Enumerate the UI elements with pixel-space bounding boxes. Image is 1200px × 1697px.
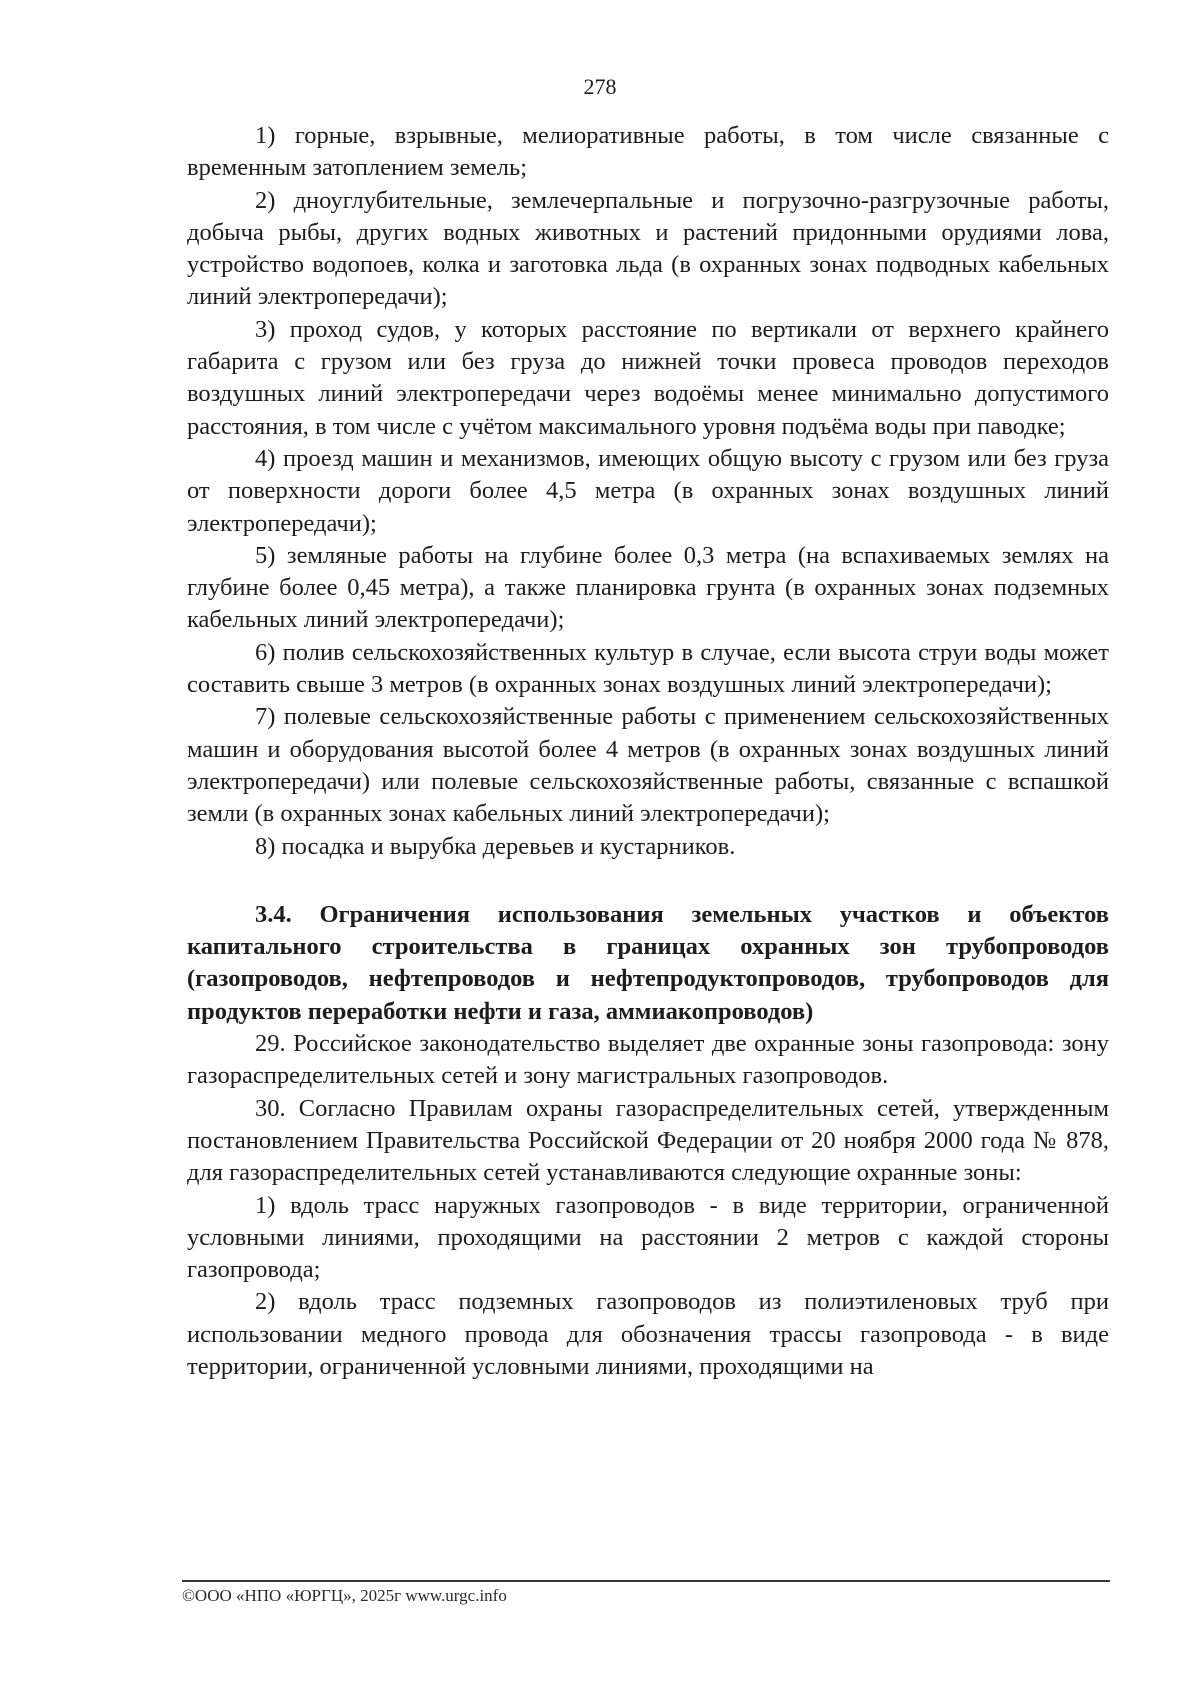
list-item-text: полив сельскохозяйственных культур в случае, если высота струи воды может составить свыше 3 метров (в охранных зонах воздушных линий электропередачи); (187, 638, 1109, 699)
section-heading: 3.4. Ограничения использования земельных участков и объектов капитального строительства в границах охранных зон трубопроводов (газопроводов, нефтепроводов и нефтепродуктопроводов, трубопроводов для продуктов переработки нефти и газа, аммиакопроводов) (187, 900, 1109, 1025)
list-item-number: 8) (255, 832, 276, 860)
list-item (187, 637, 1109, 702)
list-item-number: 1) (255, 122, 276, 149)
list-item-text: вдоль трасс наружных газопроводов - в виде территории, ограниченной условными линиями, проходящими на расстоянии 2 метров с каждой стороны газопровода; (187, 1191, 1109, 1284)
list-item (187, 540, 1109, 637)
list-item (187, 120, 1109, 185)
list-item (187, 1190, 1109, 1287)
list-item (187, 185, 1109, 314)
page-content (187, 120, 1109, 1383)
list-item-number: 4) (255, 444, 276, 472)
list-item-text: посадка и вырубка деревьев и кустарников. (275, 832, 736, 860)
list-item (187, 443, 1109, 540)
list-item-text: проезд машин и механизмов, имеющих общую высоту с грузом или без груза от поверхности дороги более 4,5 метра (в охранных зонах воздушных линий электропередачи); (187, 444, 1109, 537)
list-item-number: 2) (255, 1288, 276, 1316)
list-item-text: горные, взрывные, мелиоративные работы, в том числе связанные с временным затоплением земель; (187, 122, 1109, 182)
page-number: 278 (583, 74, 617, 99)
list-item-number: 6) (255, 638, 276, 666)
paragraph-29: 29. Российское законодательство выделяет две охранные зоны газопровода: зону газораспределительных сетей и зону магистральных газопроводов. (187, 1030, 1109, 1090)
list-item-text: полевые сельскохозяйственные работы с применением сельскохозяйственных машин и оборудования высотой более 4 метров (в охранных зонах воздушных линий электропередачи) или полевые сельскохозяйственные работы, связанные с вспашкой земли (в охранных зонах кабельных линий электропередачи); (187, 703, 1109, 828)
footer-text: ©ООО «НПО «ЮРГЦ», 2025г www.urgc.info (182, 1586, 507, 1605)
list-item-text: дноуглубительные, землечерпальные и погрузочно-разгрузочные работы, добыча рыбы, других водных животных и растений придонными орудиями лова, устройство водопоев, колка и заготовка льда (в охранных зонах подводных кабельных линий электропередачи); (187, 186, 1109, 311)
footer-divider (182, 1580, 1110, 1582)
list-item (187, 1286, 1109, 1383)
list-item-text: земляные работы на глубине более 0,3 метра (на вспахиваемых землях на глубине более 0,45 метра), а также планировка грунта (в охранных зонах подземных кабельных линий электропередачи); (187, 541, 1109, 634)
paragraph-30: 30. Согласно Правилам охраны газораспределительных сетей, утвержденным постановлением Правительства Российской Федерации от 20 ноября 2000 года № 878, для газораспределительных сетей устанавливаются следующие охранные зоны: (187, 1094, 1109, 1187)
list-item (187, 701, 1109, 830)
list-item-number: 2) (255, 186, 276, 214)
list-item-text: проход судов, у которых расстояние по вертикали от верхнего крайнего габарита с грузом или без груза до нижней точки провеса проводов переходов воздушных линий электропередачи через водоёмы менее минимально допустимого расстояния, в том числе с учётом максимального уровня подъёма воды при паводке; (187, 315, 1109, 440)
list-item-number: 7) (255, 703, 276, 731)
list-item-number: 1) (255, 1191, 276, 1219)
list-item (187, 314, 1109, 443)
list-item (187, 831, 1109, 863)
list-item-text: вдоль трасс подземных газопроводов из полиэтиленовых труб при использовании медного провода для обозначения трассы газопровода - в виде территории, ограниченной условными линиями, проходящими на (187, 1288, 1109, 1380)
list-item-number: 5) (255, 541, 276, 569)
list-item-number: 3) (255, 315, 276, 343)
